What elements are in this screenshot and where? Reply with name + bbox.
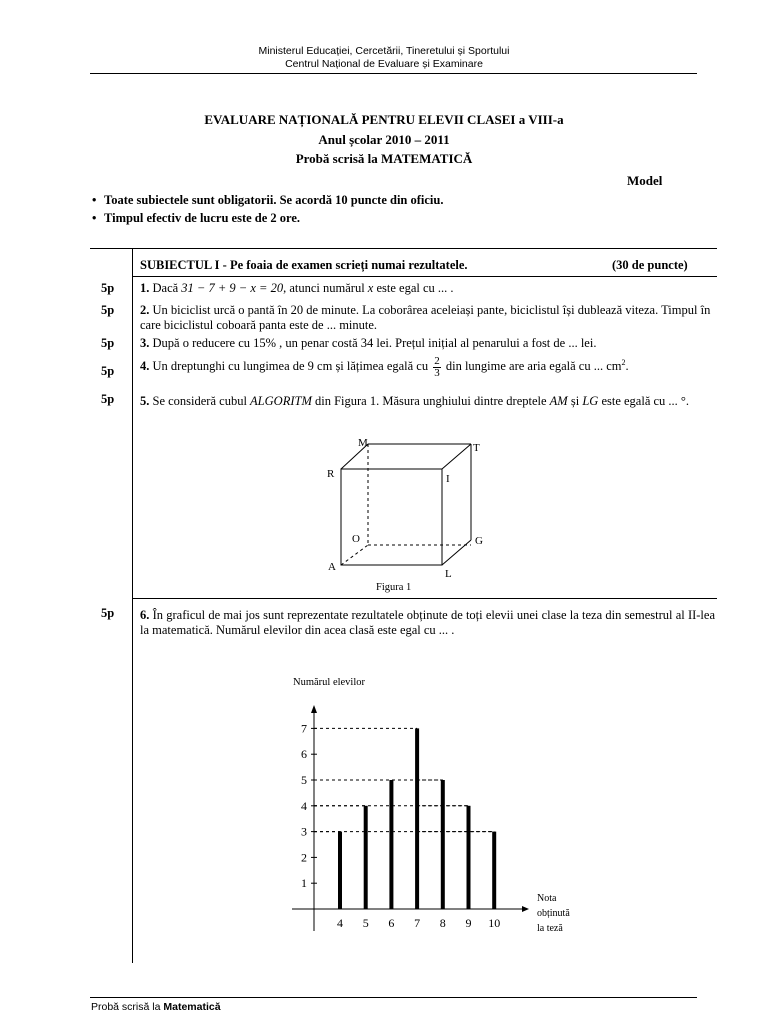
q2-points: 5p bbox=[101, 303, 115, 317]
q2-number: 2. bbox=[140, 303, 150, 317]
chart-bar bbox=[492, 832, 496, 909]
exam-subject: Probă scrisă la MATEMATICĂ bbox=[295, 151, 473, 166]
chart-x-tick-label: 6 bbox=[388, 916, 395, 930]
chart-bar bbox=[338, 832, 342, 909]
chart-y-tick-label: 3 bbox=[301, 824, 307, 839]
cube-label-G: G bbox=[475, 535, 483, 547]
q1-variable: x bbox=[367, 281, 374, 295]
q4-fraction-numerator: 2 bbox=[434, 354, 440, 367]
q1-text-post: , atunci numărul bbox=[283, 281, 365, 295]
chart-x-axis-label-line-1: Nota bbox=[537, 893, 557, 904]
figure-1-caption: Figura 1 bbox=[376, 582, 412, 593]
cube-label-T: T bbox=[473, 442, 480, 454]
chart-bar bbox=[467, 806, 471, 909]
subject-title: SUBIECTUL I - Pe foaia de examen scrieți numai rezultatele. bbox=[140, 258, 468, 272]
chart-bar bbox=[441, 780, 445, 909]
q5-points: 5p bbox=[101, 392, 115, 406]
chart-x-tick-label: 9 bbox=[465, 916, 472, 930]
footer-prefix: Probă scrisă la bbox=[91, 1001, 161, 1013]
model-label: Model bbox=[627, 173, 663, 188]
q4-text-post: din lungime are aria egală cu ... bbox=[445, 359, 604, 374]
q4-points: 5p bbox=[101, 364, 115, 378]
instruction-2-text: Timpul efectiv de lucru este de 2 ore. bbox=[104, 211, 301, 225]
chart-y-tick-label: 2 bbox=[301, 850, 307, 865]
q6-text: În graficul de mai jos sunt reprezentate rezultatele obținute de toți elevii unei clase la teza din semestrul al II-lea la matematică. Numărul elevilor din acea clasă este egal cu ... . bbox=[140, 608, 716, 637]
subject-points: (30 de puncte) bbox=[612, 258, 688, 272]
q3-text: După o reducere cu 15% , un penar costă 34 lei. Prețul inițial al penarului a fost de ... lei. bbox=[152, 336, 597, 350]
cube-label-A: A bbox=[328, 561, 336, 573]
q4-text-end: . bbox=[625, 359, 629, 374]
q4-unit-exponent: 2 bbox=[621, 358, 626, 367]
q5-number: 5. bbox=[140, 394, 150, 408]
chart-y-tick-label: 6 bbox=[301, 747, 307, 762]
chart-y-tick-label: 4 bbox=[301, 798, 307, 813]
q6-points: 5p bbox=[101, 606, 115, 620]
chart-y-tick-label: 1 bbox=[301, 876, 307, 891]
chart-bar bbox=[364, 806, 368, 909]
q6-number: 6. bbox=[140, 608, 150, 622]
chart-x-tick-label: 10 bbox=[488, 916, 501, 930]
q1-text-end: este egal cu ... . bbox=[376, 281, 454, 295]
chart-x-axis-label-line-2: obținută bbox=[537, 908, 570, 919]
q5-line-1: AM bbox=[549, 394, 568, 408]
q4-fraction-denominator: 3 bbox=[434, 366, 440, 379]
instruction-2: • Timpul efectiv de lucru este de 2 ore. bbox=[92, 211, 301, 225]
chart-x-tick-label: 5 bbox=[362, 916, 369, 930]
q5-line-2: LG bbox=[582, 394, 599, 408]
footer bbox=[91, 1001, 221, 1013]
q5-text-mid: din Figura 1. Măsura unghiului dintre dreptele bbox=[314, 394, 547, 408]
chart-x-axis-arrow bbox=[522, 906, 529, 912]
cube-label-R: R bbox=[327, 468, 335, 480]
center-header: Centrul Național de Evaluare și Examinare bbox=[285, 58, 483, 70]
footer-rule bbox=[90, 997, 697, 998]
q1-points: 5p bbox=[101, 281, 115, 295]
cube-label-L: L bbox=[445, 568, 452, 580]
chart-bar bbox=[389, 780, 393, 909]
q1-number: 1. bbox=[140, 281, 150, 295]
chart-x-tick-label: 8 bbox=[439, 916, 446, 930]
chart-bar bbox=[415, 728, 419, 909]
chart-y-tick-label: 5 bbox=[301, 773, 307, 787]
cube-label-M: M bbox=[358, 437, 368, 449]
q5-and: și bbox=[570, 394, 580, 408]
q4-number: 4. bbox=[140, 359, 150, 374]
q4-text-pre: Un dreptunghi cu lungimea de 9 cm și lățimea egală cu bbox=[152, 359, 429, 374]
exam-title: EVALUARE NAȚIONALĂ PENTRU ELEVII CLASEI a VIII-a bbox=[204, 112, 564, 127]
footer-subject: Matematică bbox=[163, 1001, 221, 1013]
q4-unit: cm bbox=[606, 359, 622, 374]
q5-text-pre: Se consideră cubul bbox=[152, 394, 247, 408]
chart-y-axis-label: Numărul elevilor bbox=[293, 677, 366, 688]
school-year: Anul școlar 2010 – 2011 bbox=[318, 132, 450, 147]
chart-x-tick-label: 7 bbox=[414, 916, 421, 930]
q5-text-post: este egală cu ... °. bbox=[601, 394, 690, 408]
q3-number: 3. bbox=[140, 336, 150, 350]
cube-label-O: O bbox=[352, 533, 360, 545]
instruction-1-text: Toate subiectele sunt obligatorii. Se acordă 10 puncte din oficiu. bbox=[104, 193, 444, 207]
chart-y-tick-label: 7 bbox=[301, 721, 307, 736]
chart-x-tick-label: 4 bbox=[337, 916, 343, 930]
q5-cube-name: ALGORITM bbox=[250, 394, 312, 408]
q1-text-pre: Dacă bbox=[152, 281, 179, 295]
q2-text: Un biciclist urcă o pantă în 20 de minute. La coborârea aceleiași pante, biciclistul își dublează viteza. Timpul în care biciclistul coboară panta este de ... minute. bbox=[140, 303, 711, 332]
q1-expression: 31 − 7 + 9 − x = 20 bbox=[181, 281, 284, 295]
cube-label-I: I bbox=[446, 473, 450, 485]
chart-x-axis-label-line-3: la teză bbox=[537, 923, 563, 934]
ministry-header: Ministerul Educației, Cercetării, Tineretului și Sportului bbox=[258, 45, 510, 57]
instruction-1: • Toate subiectele sunt obligatorii. Se acordă 10 puncte din oficiu. bbox=[92, 193, 444, 207]
q3-points: 5p bbox=[101, 336, 115, 350]
chart-y-axis-arrow bbox=[311, 705, 317, 713]
